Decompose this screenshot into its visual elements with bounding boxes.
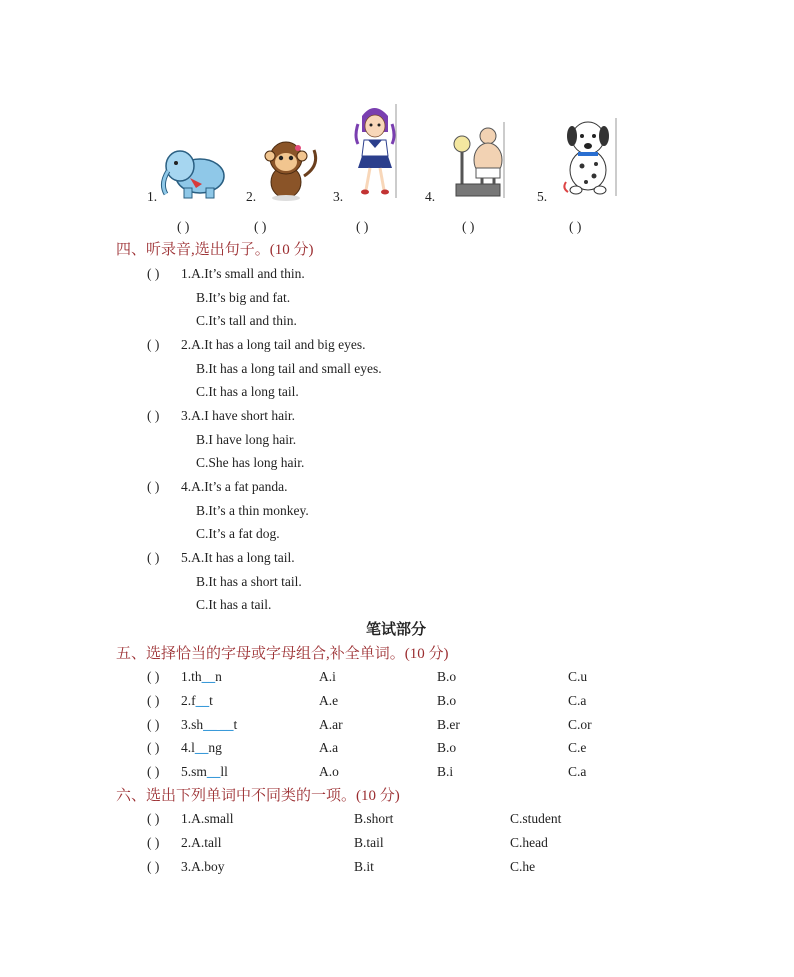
question-option-c: C.She has long hair. — [196, 455, 305, 470]
picture-number-5: 5. — [537, 189, 548, 204]
option-b: B.o — [437, 669, 457, 684]
option-a: 2.A.tall — [181, 835, 222, 850]
answer-bracket[interactable]: ( ) — [147, 859, 160, 874]
section4-title: 四、听录音,选出句子。(10 分) — [116, 242, 314, 258]
option-c: C.or — [568, 717, 592, 732]
picture-number-3: 3. — [333, 189, 344, 204]
fill-word — [181, 717, 237, 733]
fill-word — [181, 669, 222, 685]
word-blank[interactable]: __ — [195, 693, 210, 708]
picture-answer-bracket-5[interactable]: ( ) — [569, 219, 582, 234]
answer-bracket[interactable]: ( ) — [147, 835, 160, 850]
word-suffix: ng — [208, 740, 222, 755]
answer-bracket[interactable]: ( ) — [147, 740, 160, 755]
question-option-b: B.It’s big and fat. — [196, 290, 291, 305]
answer-bracket[interactable]: ( ) — [147, 669, 160, 684]
word-blank[interactable]: __ — [206, 764, 221, 779]
answer-bracket[interactable]: ( ) — [147, 479, 160, 494]
question-option-a: 3.A.I have short hair. — [181, 408, 295, 423]
word-suffix: t — [233, 717, 238, 732]
option-a: 3.A.boy — [181, 859, 225, 874]
word-prefix: 1.th — [181, 669, 202, 684]
answer-bracket[interactable]: ( ) — [147, 550, 160, 565]
elephant-icon — [160, 146, 238, 200]
option-b: B.o — [437, 693, 457, 708]
section5-title: 五、选择恰当的字母或字母组合,补全单词。(10 分) — [116, 646, 449, 662]
word-blank[interactable]: __ __ — [203, 717, 234, 732]
question-option-a: 4.A.It’s a fat panda. — [181, 479, 288, 494]
picture-number-2: 2. — [246, 189, 257, 204]
word-prefix: 3.sh — [181, 717, 204, 732]
word-prefix: 4.l — [181, 740, 195, 755]
question-option-b: B.It’s a thin monkey. — [196, 503, 309, 518]
answer-bracket[interactable]: ( ) — [147, 408, 160, 423]
picture-answer-bracket-2[interactable]: ( ) — [254, 219, 267, 234]
picture-number-4: 4. — [425, 189, 436, 204]
option-c: C.a — [568, 764, 587, 779]
option-a: 1.A.small — [181, 811, 234, 826]
word-suffix: t — [209, 693, 213, 708]
option-c: C.a — [568, 693, 587, 708]
answer-bracket[interactable]: ( ) — [147, 717, 160, 732]
fill-word — [181, 740, 222, 756]
picture-answer-bracket-4[interactable]: ( ) — [462, 219, 475, 234]
answer-bracket[interactable]: ( ) — [147, 764, 160, 779]
picture-number-1: 1. — [147, 189, 158, 204]
question-option-c: C.It has a tail. — [196, 597, 272, 612]
picture-answer-bracket-3[interactable]: ( ) — [356, 219, 369, 234]
word-prefix: 5.sm — [181, 764, 207, 779]
fat-man-on-scale-icon — [448, 120, 508, 200]
option-b: B.o — [437, 740, 457, 755]
option-a: A.a — [319, 740, 339, 755]
option-a: A.e — [319, 693, 339, 708]
word-suffix: n — [215, 669, 222, 684]
option-c: C.u — [568, 669, 588, 684]
question-option-a: 5.A.It has a long tail. — [181, 550, 295, 565]
question-option-c: C.It’s a fat dog. — [196, 526, 280, 541]
fill-word — [181, 693, 213, 709]
question-option-b: B.I have long hair. — [196, 432, 297, 447]
question-option-a: 1.A.It’s small and thin. — [181, 266, 305, 281]
answer-bracket[interactable]: ( ) — [147, 811, 160, 826]
question-option-c: C.It has a long tail. — [196, 384, 299, 399]
written-part-heading: 笔试部分 — [366, 622, 427, 638]
fill-word — [181, 764, 228, 780]
answer-bracket[interactable]: ( ) — [147, 266, 160, 281]
picture-answer-bracket-1[interactable]: ( ) — [177, 219, 190, 234]
option-a: A.o — [319, 764, 339, 779]
monkey-icon — [260, 136, 320, 202]
word-blank[interactable]: __ — [201, 669, 216, 684]
question-option-b: B.It has a long tail and small eyes. — [196, 361, 382, 376]
answer-bracket[interactable]: ( ) — [147, 693, 160, 708]
question-option-c: C.It’s tall and thin. — [196, 313, 297, 328]
option-b: B.short — [354, 811, 394, 826]
question-option-b: B.It has a short tail. — [196, 574, 302, 589]
word-prefix: 2.f — [181, 693, 196, 708]
girl-icon — [350, 102, 400, 200]
option-b: B.it — [354, 859, 374, 874]
section6-title: 六、选出下列单词中不同类的一项。(10 分) — [116, 788, 400, 804]
word-blank[interactable]: __ — [194, 740, 209, 755]
option-c: C.e — [568, 740, 587, 755]
option-b: B.er — [437, 717, 460, 732]
word-suffix: ll — [220, 764, 228, 779]
answer-bracket[interactable]: ( ) — [147, 337, 160, 352]
option-a: A.ar — [319, 717, 343, 732]
option-a: A.i — [319, 669, 336, 684]
option-b: B.i — [437, 764, 454, 779]
question-option-a: 2.A.It has a long tail and big eyes. — [181, 337, 366, 352]
option-c: C.student — [510, 811, 562, 826]
option-b: B.tail — [354, 835, 384, 850]
option-c: C.he — [510, 859, 536, 874]
dalmatian-dog-icon — [560, 116, 620, 198]
option-c: C.head — [510, 835, 548, 850]
